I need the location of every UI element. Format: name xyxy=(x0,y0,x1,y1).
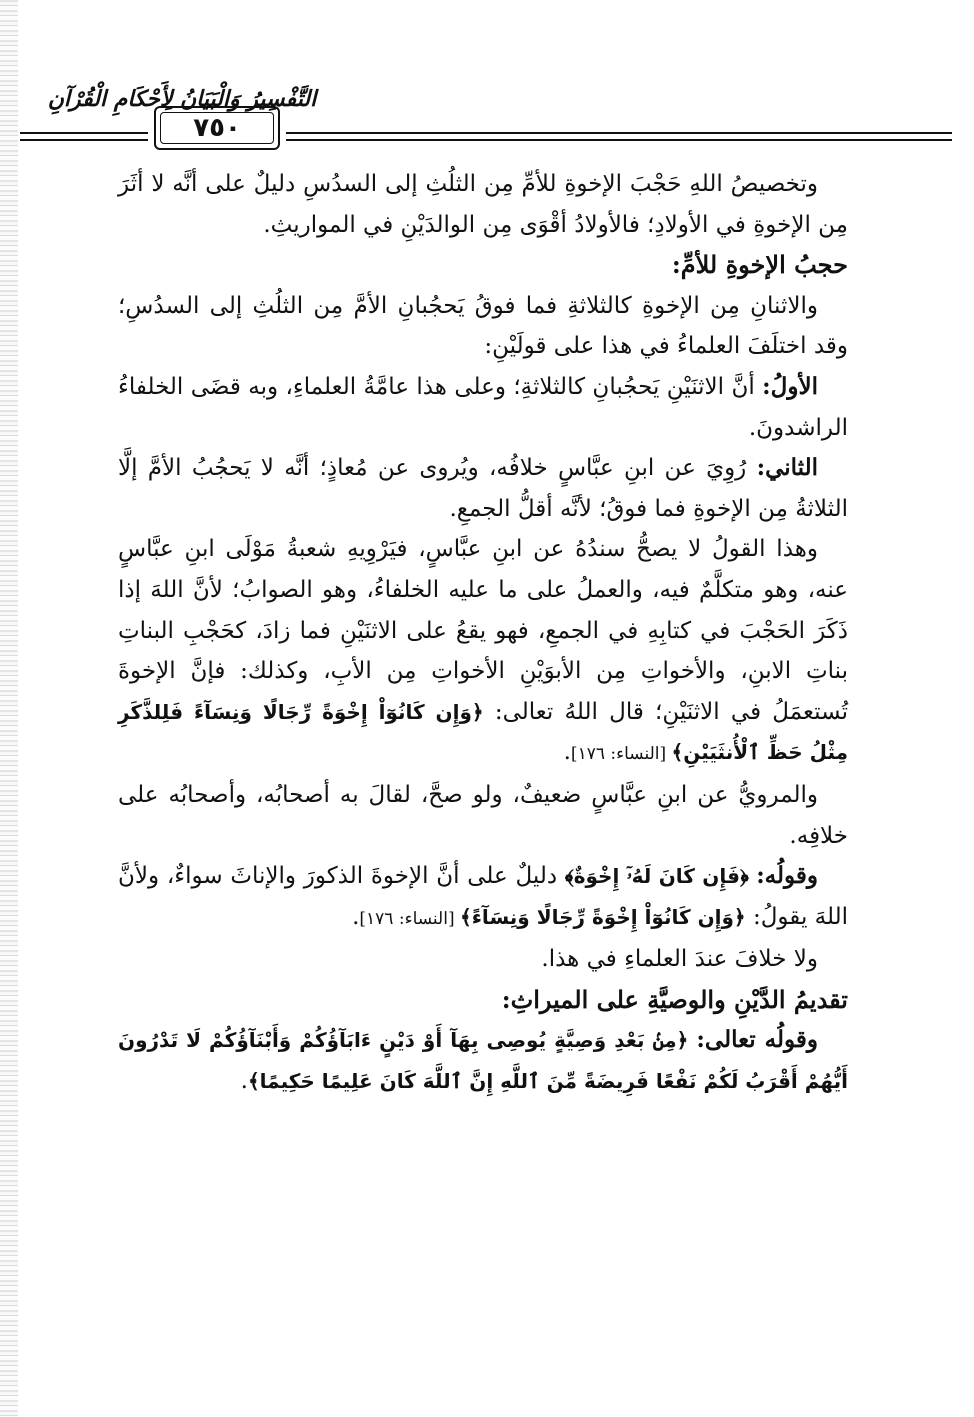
lead-word: الثاني: xyxy=(756,454,818,482)
heading-text: تقديمُ الدَّيْنِ والوصيَّةِ على الميراثِ: xyxy=(501,984,848,1014)
header-rule xyxy=(20,132,148,134)
quran-verse: ﴿وَإِن كَانُوٓاْ إِخْوَةً رِّجَالًا وَنِسَآءً فَلِلذَّكَرِ مِثْلُ حَظِّ ٱلْأُنثَيَيْنِ﴾ xyxy=(118,699,848,765)
quran-verse: ﴿وَإِن كَانُوٓاْ إِخْوَةً رِّجَالًا وَنِسَآءً﴾ xyxy=(459,904,746,929)
paragraph-text: والمرويُّ عن ابنِ عبَّاسٍ ضعيفٌ، ولو صحَّ، لقالَ به أصحابُه، وأصحابُه على خلافِه. xyxy=(118,781,848,849)
paragraph-text: ولا خلافَ عندَ العلماءِ في هذا. xyxy=(541,946,818,973)
paragraph-text: أنَّ الاثنَيْنِ يَحجُبانِ كالثلاثةِ؛ وعلى هذا عامَّةُ العلماءِ، وبه قضَى الخلفاءُ الراشدونَ. xyxy=(118,373,848,441)
paragraph-text: دليلٌ على أنَّ الإخوةَ الذكورَ والإناثَ سواءٌ، ولأنَّ اللهَ يقولُ: xyxy=(118,863,848,930)
paragraph xyxy=(118,286,848,367)
paragraph xyxy=(118,1020,848,1101)
punctuation: . xyxy=(352,903,360,930)
punctuation: . xyxy=(240,1068,248,1095)
heading-text: حجبُ الإخوةِ للأمِّ: xyxy=(671,250,848,280)
paragraph xyxy=(118,367,848,448)
book-title: التَّفْسِيرُ وَالْبَيَانُ لِأَحْكَامِ الْقُرْآنِ xyxy=(47,86,317,112)
paragraph-text: وتخصيصُ اللهِ حَجْبَ الإخوةِ للأمِّ مِن الثلُثِ إلى السدُسِ دليلٌ على أنَّه لا أثَرَ مِن الإخوةِ في الأولادِ؛ فالأولادُ أقْوَى مِن الوالدَيْنِ في المواريثِ. xyxy=(118,171,848,238)
page-body xyxy=(118,164,848,1344)
paragraph xyxy=(118,939,848,980)
paragraph-text: والاثنانِ مِن الإخوةِ كالثلاثةِ فما فوقُ يَحجُبانِ الأمَّ مِن الثلُثِ إلى السدُسِ؛ وقد اختلَفَ العلماءُ في هذا على قولَيْنِ: xyxy=(118,292,848,360)
page-number-box xyxy=(154,106,280,150)
paragraph xyxy=(118,856,848,939)
quran-verse: ﴿مِنۢ بَعْدِ وَصِيَّةٍ يُوصِى بِهَآ أَوْ دَيْنٍ ءَابَآؤُكُمْ وَأَبْنَآؤُكُمْ لَا تَدْرُونَ أَيُّهُمْ أَقْرَبُ لَكُمْ نَفْعًا فَرِيضَةً مِّنَ ٱللَّهِ إِنَّ ٱللَّهَ كَانَ عَلِيمًا حَكِيمًا﴾ xyxy=(118,1028,848,1094)
lead-word: وقولُه تعالى: xyxy=(696,1026,818,1054)
punctuation: . xyxy=(563,739,571,766)
page-number: ٧٥٠ xyxy=(193,113,241,143)
lead-word: وقولُه: xyxy=(756,862,818,890)
paragraph xyxy=(118,164,848,245)
verse-reference: [النساء: ١٧٦] xyxy=(570,744,672,765)
paragraph xyxy=(118,529,848,775)
paragraph xyxy=(118,448,848,529)
page-header xyxy=(20,86,952,156)
verse-reference: [النساء: ١٧٦] xyxy=(359,908,460,929)
section-heading xyxy=(118,245,848,286)
lead-word: الأولُ: xyxy=(762,372,818,400)
section-heading xyxy=(118,980,848,1021)
header-rule xyxy=(286,139,952,141)
scan-edge xyxy=(0,0,18,1417)
header-rule xyxy=(20,139,148,141)
paragraph-text: وهذا القولُ لا يصحُّ سندُهُ عن ابنِ عبَّاسٍ، فيَرْوِيهِ شعبةُ مَوْلَى ابنِ عبَّاسٍ عنه، وهو متكلَّمٌ فيه، والعملُ على ما عليه الخلفاءُ، وهو الصوابُ؛ لأنَّ اللهَ إذا ذَكَرَ الحَجْبَ في كتابِهِ في الجمعِ، فهو يقعُ على الاثنَيْنِ فما زادَ، كحَجْبِ البناتِ بناتِ الابنِ، والأخواتِ مِن الأبوَيْنِ الأخواتِ مِن الأبِ، وكذلك: فإنَّ الإخوةَ تُستعمَلُ في الاثنَيْنِ؛ قال اللهُ تعالى: xyxy=(118,536,848,725)
paragraph xyxy=(118,775,848,856)
paragraph-text: رُوِيَ عن ابنِ عبَّاسٍ خلافُه، ويُروى عن مُعاذٍ؛ أنَّه لا يَحجُبُ الأمَّ إلَّا الثلاثةُ مِن الإخوةِ فما فوقُ؛ لأنَّه أقلُّ الجمعِ. xyxy=(118,455,848,522)
header-rule xyxy=(286,132,952,134)
quran-verse: ﴿فَإِن كَانَ لَهُۥٓ إِخْوَةٌ﴾ xyxy=(564,864,757,889)
